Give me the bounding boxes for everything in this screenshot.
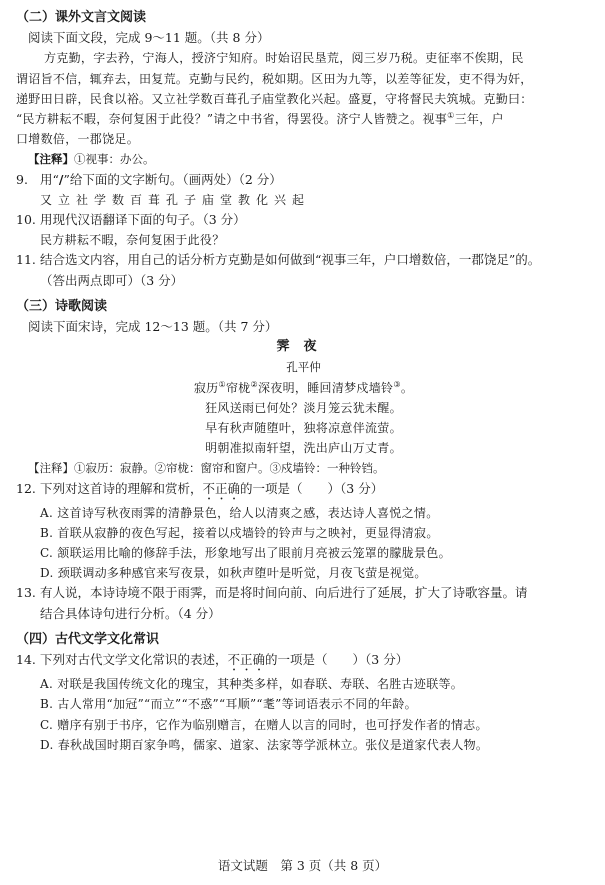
note-mark: ① (74, 152, 86, 167)
question-number: 14. (16, 652, 36, 668)
poem-text: 寂历 (193, 380, 219, 395)
option-a: A. 对联是我国传统文化的瑰宝，其种类多样，如春联、寿联、名胜古迹联等。 (40, 677, 464, 692)
passage-line: 递野田日辟，民食以裕。又立社学数百葺孔子庙堂教化兴起。盛夏，守将督民夫筑城。克勤曰： (16, 91, 533, 106)
section-heading-culture: （四）古代文学文化常识 (16, 631, 160, 647)
question-text-cont: （答出两点即可）（3 分） (40, 272, 184, 288)
question-text-part: 的一项是（ ）（3 分） (265, 652, 409, 668)
question-10 (16, 210, 591, 230)
passage-text: “民方耕耘不暇，奈何复困于此役？”请之中书省，得罢役。济宁人皆赞之。视事 (16, 112, 448, 127)
poem-line: 狂风送雨已何处？淡月笼云犹未醒。 (205, 400, 402, 415)
section-intro: 阅读下面文段，完成 9～11 题。（共 8 分） (28, 30, 270, 46)
question-text: 结合选文内容，用自己的话分析方克勤是如何做到“视事三年，户口增数倍，一郡饶足”的。 (40, 252, 541, 268)
question-text-part: ”给下面的文字断句。（画两处）（2 分） (63, 171, 282, 187)
question-text-part: 用“ (40, 171, 59, 187)
question-number: 11. (16, 252, 36, 268)
footnote-mark: ③ (393, 379, 401, 389)
question-9 (16, 170, 591, 190)
poem-author: 孔平仲 (286, 360, 321, 375)
option-d: D. 春秋战国时期百家争鸣，儒家、道家、法家等学派林立。张仪是道家代表人物。 (40, 737, 489, 752)
poem-note: 【注释】①寂历：寂静。②帘栊：窗帘和窗户。③戍墙铃：一种铃铛。 (28, 461, 385, 476)
question-text: 有人说，本诗诗境不限于雨霁，而是将时间向前、向后进行了延展，扩大了诗歌容量。请 (40, 585, 528, 601)
poem-text: 帘栊 (225, 380, 251, 395)
note-text: 视事：办公。 (85, 152, 155, 167)
poem-line (16, 378, 591, 398)
poem-text: 。 (400, 380, 414, 395)
footnote-mark: ① (218, 379, 226, 389)
question-number: 12. (16, 480, 36, 496)
poem-title: 霁夜 (276, 339, 331, 355)
slash-mark: / (58, 171, 64, 187)
question-text (40, 479, 383, 503)
question-text-cont: 结合具体诗句进行分析。（4 分） (40, 605, 221, 621)
question-text-part: 下列对这首诗的理解和赏析， (40, 480, 203, 496)
translation-sentence: 民方耕耘不暇，奈何复困于此役？ (40, 233, 225, 248)
poem-line: 早有秋声随堕叶，独将凉意伴流萤。 (205, 421, 402, 436)
section-heading-classical: （二）课外文言文阅读 (16, 10, 147, 25)
question-11 (16, 250, 591, 270)
punctuation-exercise-text: 又立社学数百葺孔子庙堂教化兴起 (40, 192, 311, 207)
question-number: 13. (16, 585, 36, 601)
question-text (40, 650, 408, 674)
question-13 (16, 583, 591, 603)
option-c: C. 赠序有别于书序，它作为临别赠言，在赠人以言的同时，也可抒发作者的情志。 (40, 717, 488, 732)
passage-line (16, 109, 591, 129)
section-intro: 阅读下面宋诗，完成 12～13 题。（共 7 分） (28, 319, 278, 335)
passage-note (16, 149, 591, 169)
passage-line: 口增数倍，一郡饶足。 (16, 132, 140, 147)
question-number: 10. (16, 212, 36, 228)
question-number: 9. (16, 171, 28, 187)
question-text: 用现代汉语翻译下面的句子。（3 分） (40, 212, 246, 228)
section-heading-poetry: （三）诗歌阅读 (16, 298, 108, 314)
question-14 (16, 650, 591, 674)
passage-line: 方克勤，字去矜，宁海人，授济宁知府。时始诏民垦荒，阅三岁乃税。吏征率不俟期，民 (44, 51, 524, 66)
passage-line: 谓诏旨不信，辄弃去，田复荒。克勤与民约，税如期。区田为九等，以差等征发，吏不得为奸， (16, 71, 533, 86)
footnote-mark: ② (250, 379, 259, 389)
option-c: C. 颔联运用比喻的修辞手法，形象地写出了眼前月亮被云笼罩的朦胧景色。 (40, 546, 451, 561)
question-text-part: 的一项是（ ）（3 分） (240, 480, 384, 496)
question-text (40, 170, 282, 190)
note-label: 【注释】 (28, 152, 74, 167)
option-d: D. 颈联调动多种感官来写夜景，如秋声堕叶是听觉，月夜飞萤是视觉。 (40, 566, 427, 581)
page-footer: 语文试题 第 3 页（共 8 页） (217, 858, 388, 873)
question-12 (16, 479, 591, 503)
footnote-mark: ① (447, 111, 455, 121)
poem-text: 深夜明，睡回清梦戍墙铃 (258, 380, 394, 395)
option-b: B. 古人常用“加冠”“而立”“不惑”“耳顺”“耄”等词语表示不同的年龄。 (40, 697, 417, 712)
poem (16, 337, 591, 458)
classical-passage (16, 48, 591, 149)
passage-text: 三年，户 (454, 112, 504, 127)
question-text-part: 下列对古代文学文化常识的表述， (40, 652, 228, 668)
option-a: A. 这首诗写秋夜雨霁的清静景色，给人以清爽之感，表达诗人喜悦之情。 (40, 505, 439, 520)
emphasis-text: 不正确 (227, 652, 266, 668)
poem-line: 明朝准拟南轩望，洗出庐山万丈青。 (205, 441, 402, 456)
emphasis-text: 不正确 (202, 480, 241, 496)
option-b: B. 首联从寂静的夜色写起，接着以戍墙铃的铃声与之映衬，更显得清寂。 (40, 525, 439, 540)
